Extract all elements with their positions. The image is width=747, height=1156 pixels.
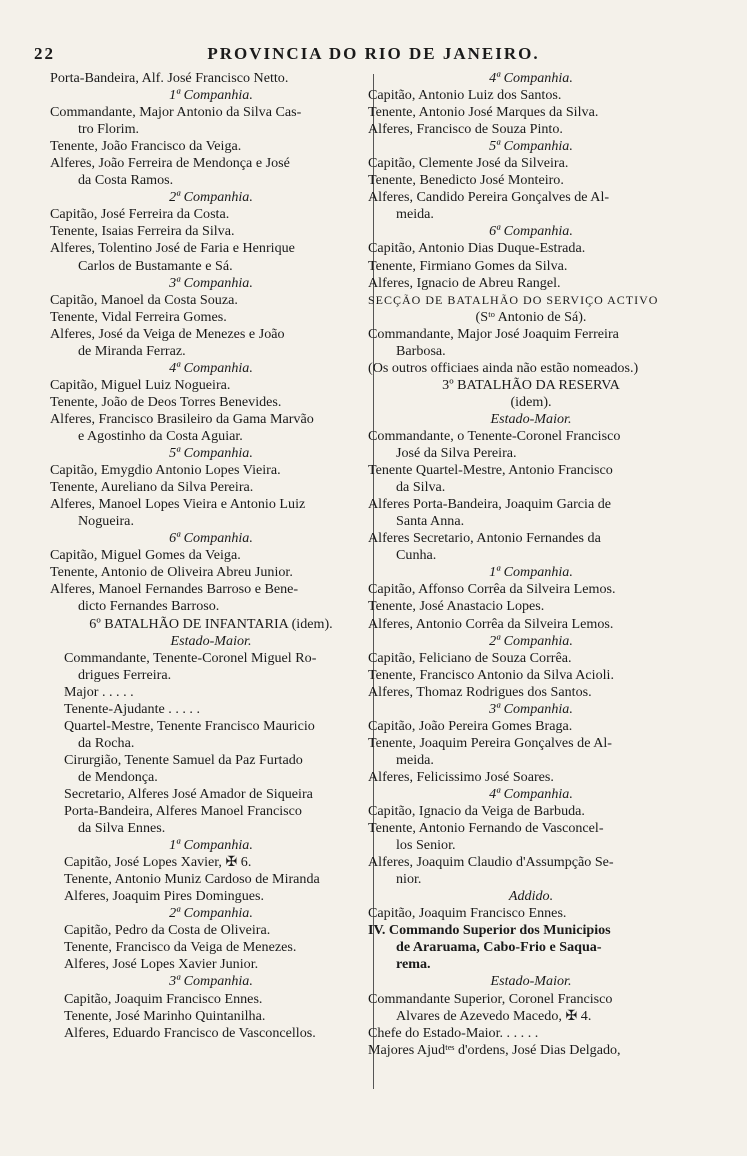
text-line: Secretario, Alferes José Amador de Siqueira	[64, 785, 313, 802]
text-line: tro Florim.	[78, 121, 140, 138]
text-line: Capitão, Emygdio Antonio Lopes Vieira.	[50, 462, 281, 479]
text-line: Alferes, Manoel Lopes Vieira e Antonio Luiz	[50, 496, 306, 513]
text-line: Tenente, Joaquim Pereira Gonçalves de Al-	[368, 734, 613, 751]
text-line: da Costa Ramos.	[78, 172, 174, 189]
page-number: 22	[34, 44, 55, 63]
page-header	[34, 44, 713, 68]
text-line: 6ª Companhia.	[169, 530, 253, 547]
text-line: Tenente, Antonio José Marques da Silva.	[368, 104, 599, 121]
text-line: Barbosa.	[396, 342, 446, 359]
text-line: Alferes Secretario, Antonio Fernandes da	[368, 530, 601, 547]
text-line: Alferes, Francisco de Souza Pinto.	[368, 121, 563, 138]
text-line: Capitão, Ignacio da Veiga de Barbuda.	[368, 803, 585, 820]
text-line: Alferes, Joaquim Pires Domingues.	[64, 888, 265, 905]
text-line: da Rocha.	[78, 734, 135, 751]
text-line: 2ª Companhia.	[489, 632, 573, 649]
text-line: Alferes, Manoel Fernandes Barroso e Bene-	[50, 581, 299, 598]
text-line: Capitão, João Pereira Gomes Braga.	[368, 717, 573, 734]
text-line: Capitão, Affonso Corrêa da Silveira Lemos.	[368, 581, 616, 598]
text-line: José da Silva Pereira.	[396, 445, 517, 462]
text-line: Tenente, Vidal Ferreira Gomes.	[50, 308, 227, 325]
text-line: Alferes, Ignacio de Abreu Rangel.	[368, 274, 561, 291]
left-column	[50, 70, 372, 1042]
text-line: Alferes, Candido Pereira Gonçalves de Al-	[368, 189, 610, 206]
text-line: Capitão, Miguel Gomes da Veiga.	[50, 547, 241, 564]
text-line: Commandante, o Tenente-Coronel Francisco	[368, 427, 621, 444]
text-line: Alferes, Francisco Brasileiro da Gama Marvão	[50, 410, 314, 427]
text-line: Alferes, Tolentino José de Faria e Henrique	[50, 240, 295, 257]
text-line: 4ª Companhia.	[489, 785, 573, 802]
text-line: 4ª Companhia.	[489, 70, 573, 86]
text-line: Capitão, Antonio Luiz dos Santos.	[368, 87, 562, 104]
text-line: Capitão, José Lopes Xavier, ✠ 6.	[64, 854, 252, 871]
text-line: 3ª Companhia.	[169, 274, 253, 291]
text-line: Commandante, Tenente-Coronel Miguel Ro-	[64, 649, 317, 666]
text-line: 3ª Companhia.	[489, 700, 573, 717]
text-line: Tenente, Aureliano da Silva Pereira.	[50, 479, 254, 496]
text-line: Porta-Bandeira, Alferes Manoel Francisco	[64, 803, 302, 820]
text-line: Tenente-Ajudante . . . . .	[64, 700, 200, 717]
text-line: Porta-Bandeira, Alf. José Francisco Netto.	[50, 70, 289, 86]
text-line: Estado-Maior.	[170, 632, 252, 649]
text-line: (Os outros officiaes ainda não estão nomeados.)	[368, 359, 639, 376]
page-title: PROVINCIA DO RIO DE JANEIRO.	[207, 44, 540, 63]
text-line: nior.	[396, 871, 422, 888]
text-line: Capitão, Antonio Dias Duque-Estrada.	[368, 240, 586, 257]
text-line: Alferes, João Ferreira de Mendonça e José	[50, 155, 290, 172]
text-line: Capitão, Manoel da Costa Souza.	[50, 291, 238, 308]
text-line: meida.	[396, 206, 434, 223]
text-line: 3º BATALHÃO DA RESERVA	[442, 376, 620, 393]
text-line: Commandante, Major Antonio da Silva Cas-	[50, 104, 302, 121]
text-line: Capitão, Joaquim Francisco Ennes.	[368, 905, 567, 922]
text-line: Tenente, José Anastacio Lopes.	[368, 598, 545, 615]
text-line: Tenente, Benedicto José Monteiro.	[368, 172, 564, 189]
text-line: Cunha.	[396, 547, 437, 564]
text-line: Quartel-Mestre, Tenente Francisco Mauricio	[64, 717, 315, 734]
text-line: Tenente, Isaias Ferreira da Silva.	[50, 223, 235, 240]
text-line: Tenente, Antonio de Oliveira Abreu Junior.	[50, 564, 293, 581]
text-line: Nogueira.	[78, 513, 134, 530]
text-line: de Araruama, Cabo-Frio e Saqua-	[396, 939, 602, 956]
text-line: Tenente, Francisco da Veiga de Menezes.	[64, 939, 297, 956]
text-line: los Senior.	[396, 837, 456, 854]
text-line: (idem).	[510, 393, 552, 410]
text-line: Estado-Maior.	[490, 973, 572, 990]
text-line: 5ª Companhia.	[489, 138, 573, 155]
text-line: Chefe do Estado-Maior. . . . . .	[368, 1024, 539, 1041]
text-line: meida.	[396, 751, 434, 768]
text-line: 1ª Companhia.	[169, 837, 253, 854]
text-line: Carlos de Bustamante e Sá.	[78, 257, 233, 274]
text-line: Santa Anna.	[396, 513, 465, 530]
text-line: da Silva Ennes.	[78, 820, 166, 837]
text-line: Tenente, Firmiano Gomes da Silva.	[368, 257, 568, 274]
text-line: Tenente, Antonio Fernando de Vasconcel-	[368, 820, 604, 837]
text-line: Tenente, Antonio Muniz Cardoso de Miranda	[64, 871, 320, 888]
text-line: Estado-Maior.	[490, 410, 572, 427]
text-line: de Miranda Ferraz.	[78, 342, 186, 359]
text-line: Capitão, José Ferreira da Costa.	[50, 206, 230, 223]
text-line: Tenente, José Marinho Quintanilha.	[64, 1007, 266, 1024]
text-line: Major . . . . .	[64, 683, 134, 700]
text-line: da Silva.	[396, 479, 446, 496]
text-line: Majores Ajudᵗᵉˢ d'ordens, José Dias Delgado,	[368, 1041, 621, 1058]
text-line: Tenente, Francisco Antonio da Silva Acioli.	[368, 666, 614, 683]
text-line: Alferes, Antonio Corrêa da Silveira Lemos.	[368, 615, 614, 632]
text-line: Alferes Porta-Bandeira, Joaquim Garcia de	[368, 496, 612, 513]
text-line: Alferes, José Lopes Xavier Junior.	[64, 956, 259, 973]
right-column	[368, 70, 694, 1059]
text-line: Alvares de Azevedo Macedo, ✠ 4.	[396, 1007, 592, 1024]
text-line: de Mendonça.	[78, 768, 158, 785]
text-line: Capitão, Feliciano de Souza Corrêa.	[368, 649, 572, 666]
text-line: dicto Fernandes Barroso.	[78, 598, 220, 615]
text-line: 6º BATALHÃO DE INFANTARIA (idem).	[89, 615, 333, 632]
text-line: rema.	[396, 956, 431, 973]
text-line: (Sᵗᵒ Antonio de Sá).	[475, 308, 587, 325]
text-line: 3ª Companhia.	[169, 973, 253, 990]
text-line: e Agostinho da Costa Aguiar.	[78, 427, 243, 444]
text-line: SECÇÃO DE BATALHÃO DO SERVIÇO ACTIVO	[368, 292, 659, 307]
text-line: Alferes, Eduardo Francisco de Vasconcellos.	[64, 1024, 316, 1041]
text-line: Capitão, Joaquim Francisco Ennes.	[64, 990, 263, 1007]
text-line: 4ª Companhia.	[169, 359, 253, 376]
text-line: 2ª Companhia.	[169, 905, 253, 922]
text-line: Capitão, Miguel Luiz Nogueira.	[50, 376, 231, 393]
text-line: Alferes, José da Veiga de Menezes e João	[50, 325, 285, 342]
text-line: Addido.	[508, 888, 554, 905]
text-line: Capitão, Pedro da Costa de Oliveira.	[64, 922, 271, 939]
text-line: Cirurgião, Tenente Samuel da Paz Furtado	[64, 751, 303, 768]
text-line: 5ª Companhia.	[169, 445, 253, 462]
text-line: Tenente, João Francisco da Veiga.	[50, 138, 242, 155]
text-line: Tenente Quartel-Mestre, Antonio Francisco	[368, 462, 613, 479]
text-line: Commandante Superior, Coronel Francisco	[368, 990, 613, 1007]
text-line: Capitão, Clemente José da Silveira.	[368, 155, 569, 172]
text-line: 6ª Companhia.	[489, 223, 573, 240]
text-line: Commandante, Major José Joaquim Ferreira	[368, 325, 619, 342]
text-line: 1ª Companhia.	[489, 564, 573, 581]
text-line: IV. Commando Superior dos Municipios	[368, 922, 611, 939]
text-line: drigues Ferreira.	[78, 666, 172, 683]
text-line: 1ª Companhia.	[169, 87, 253, 104]
text-line: 2ª Companhia.	[169, 189, 253, 206]
text-line: Alferes, Joaquim Claudio d'Assumpção Se-	[368, 854, 614, 871]
text-line: Alferes, Thomaz Rodrigues dos Santos.	[368, 683, 592, 700]
text-line: Tenente, João de Deos Torres Benevides.	[50, 393, 282, 410]
text-line: Alferes, Felicissimo José Soares.	[368, 768, 554, 785]
